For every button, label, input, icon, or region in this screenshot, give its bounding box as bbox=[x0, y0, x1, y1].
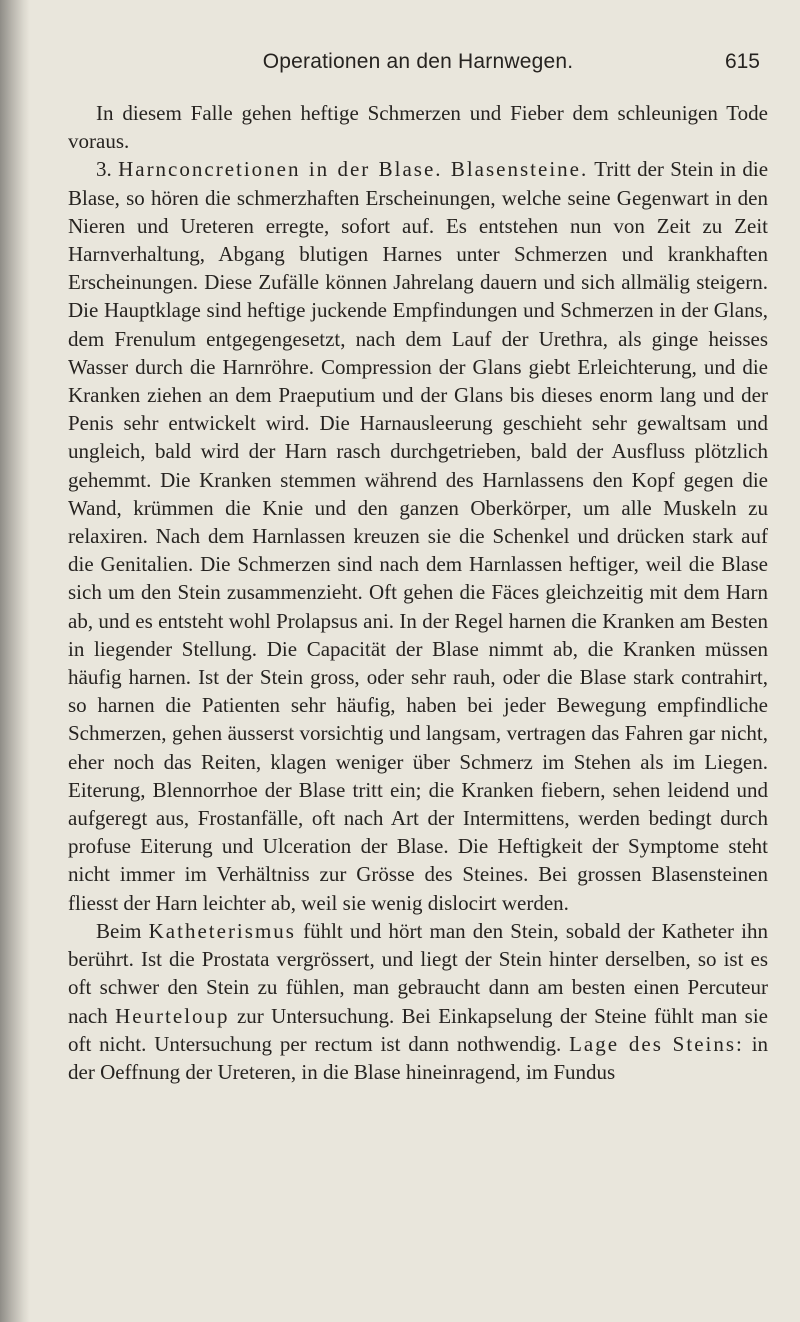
section-number: 3. bbox=[96, 157, 112, 182]
name-heurteloup: Heurteloup bbox=[115, 1003, 230, 1028]
paragraph-3-text-a: fühlt und hört man den Stein, sobald der Katheter ihn berührt. Ist die Prostata vergrössert, und liegt der Stein hinter derselben, so ist es oft schwer den Stein zu fühlen, man gebraucht dann am besten einen Percuteur nach bbox=[68, 918, 768, 1028]
page-body bbox=[68, 99, 768, 1086]
paragraph-3 bbox=[68, 917, 768, 1086]
paragraph-3-text-c: in der Oeffnung der Ureteren, in die Blase hineinragend, im Fundus bbox=[68, 1031, 769, 1084]
paragraph-1: In diesem Falle gehen heftige Schmerzen und Fieber dem schleunigen Tode voraus. bbox=[68, 101, 768, 154]
book-binding-shadow bbox=[0, 0, 30, 1322]
paragraph-2 bbox=[68, 155, 768, 916]
paragraph-2-text: Tritt der Stein in die Blase, so hören die schmerzhaften Erscheinungen, welche seine Gegenwart in den Nieren und Ureteren erregte, sofort auf. Es entstehen nun von Zeit zu Zeit Harnverhaltung, Abgang blutigen Harnes unter Schmerzen und krankhaften Erscheinungen. Diese Zufälle können Jahrelang dauern und sich allmälig steigern. Die Hauptklage sind heftige juckende Empfindungen und Schmerzen in der Glans, dem Frenulum entgegengesetzt, nach dem Lauf der Urethra, als ginge heisses Wasser durch die Harnröhre. Compression der Glans giebt Erleichterung, und die Kranken ziehen an dem Praeputium und der Glans bis dieses enorm lang und der Penis sehr entwickelt wird. Die Harnausleerung geschieht sehr gewaltsam und ungleich, bald wird der Harn rasch durchgetrieben, bald der Ausfluss plötzlich gehemmt. Die Kranken stemmen während des Harnlassens den Kopf gegen die Wand, krümmen die Knie und den ganzen Oberkörper, um alle Muskeln zu relaxiren. Nach dem Harnlassen kreuzen sie die Schenkel und drücken stark auf die Genitalien. Die Schmerzen sind nach dem Harnlassen heftiger, weil die Blase sich um den Stein zusammenzieht. Oft gehen die Fäces gleichzeitig mit dem Harn ab, und es entsteht wohl Prolapsus ani. In der Regel harnen die Kranken am Besten in liegender Stellung. Die Capacität der Blase nimmt ab, die Kranken müssen häufig harnen. Ist der Stein gross, oder sehr rauh, oder die Blase stark contrahirt, so harnen die Patienten sehr häufig, haben bei jeder Bewegung empfindliche Schmerzen, gehen äusserst vorsichtig und langsam, vertragen das Fahren gar nicht, eher noch das Reiten, klagen weniger über Schmerz im Stehen als im Liegen. Eiterung, Blennorrhoe der Blase tritt ein; die Kranken fiebern, sehen leidend und aufgeregt aus, Frostanfälle, oft nach Art der Intermittens, werden bedingt durch profuse Eiterung und Ulceration der Blase. Die Heftigkeit der Symptome steht nicht immer im Verhältniss zur Grösse des Steines. Bei grossen Blasensteinen fliesst der Harn leichter ab, weil sie wenig dislocirt werden. bbox=[68, 157, 769, 915]
paragraph-3-lead: Beim bbox=[96, 918, 142, 943]
running-title: Operationen an den Harnwegen. bbox=[262, 50, 574, 73]
paragraph-3-text-b: zur Untersuchung. Bei Einkapselung der Steine fühlt man sie oft nicht. Untersuchung per rectum ist dann nothwendig. bbox=[68, 1003, 768, 1056]
term-katheterismus: Katheterismus bbox=[148, 918, 296, 943]
page-number: 615 bbox=[724, 50, 760, 73]
book-page bbox=[68, 42, 768, 1086]
term-lage-des-steins: Lage des Steins: bbox=[569, 1031, 744, 1056]
running-header bbox=[68, 42, 768, 78]
section-heading: Harnconcretionen in der Blase. Blasensteine. bbox=[118, 157, 589, 182]
